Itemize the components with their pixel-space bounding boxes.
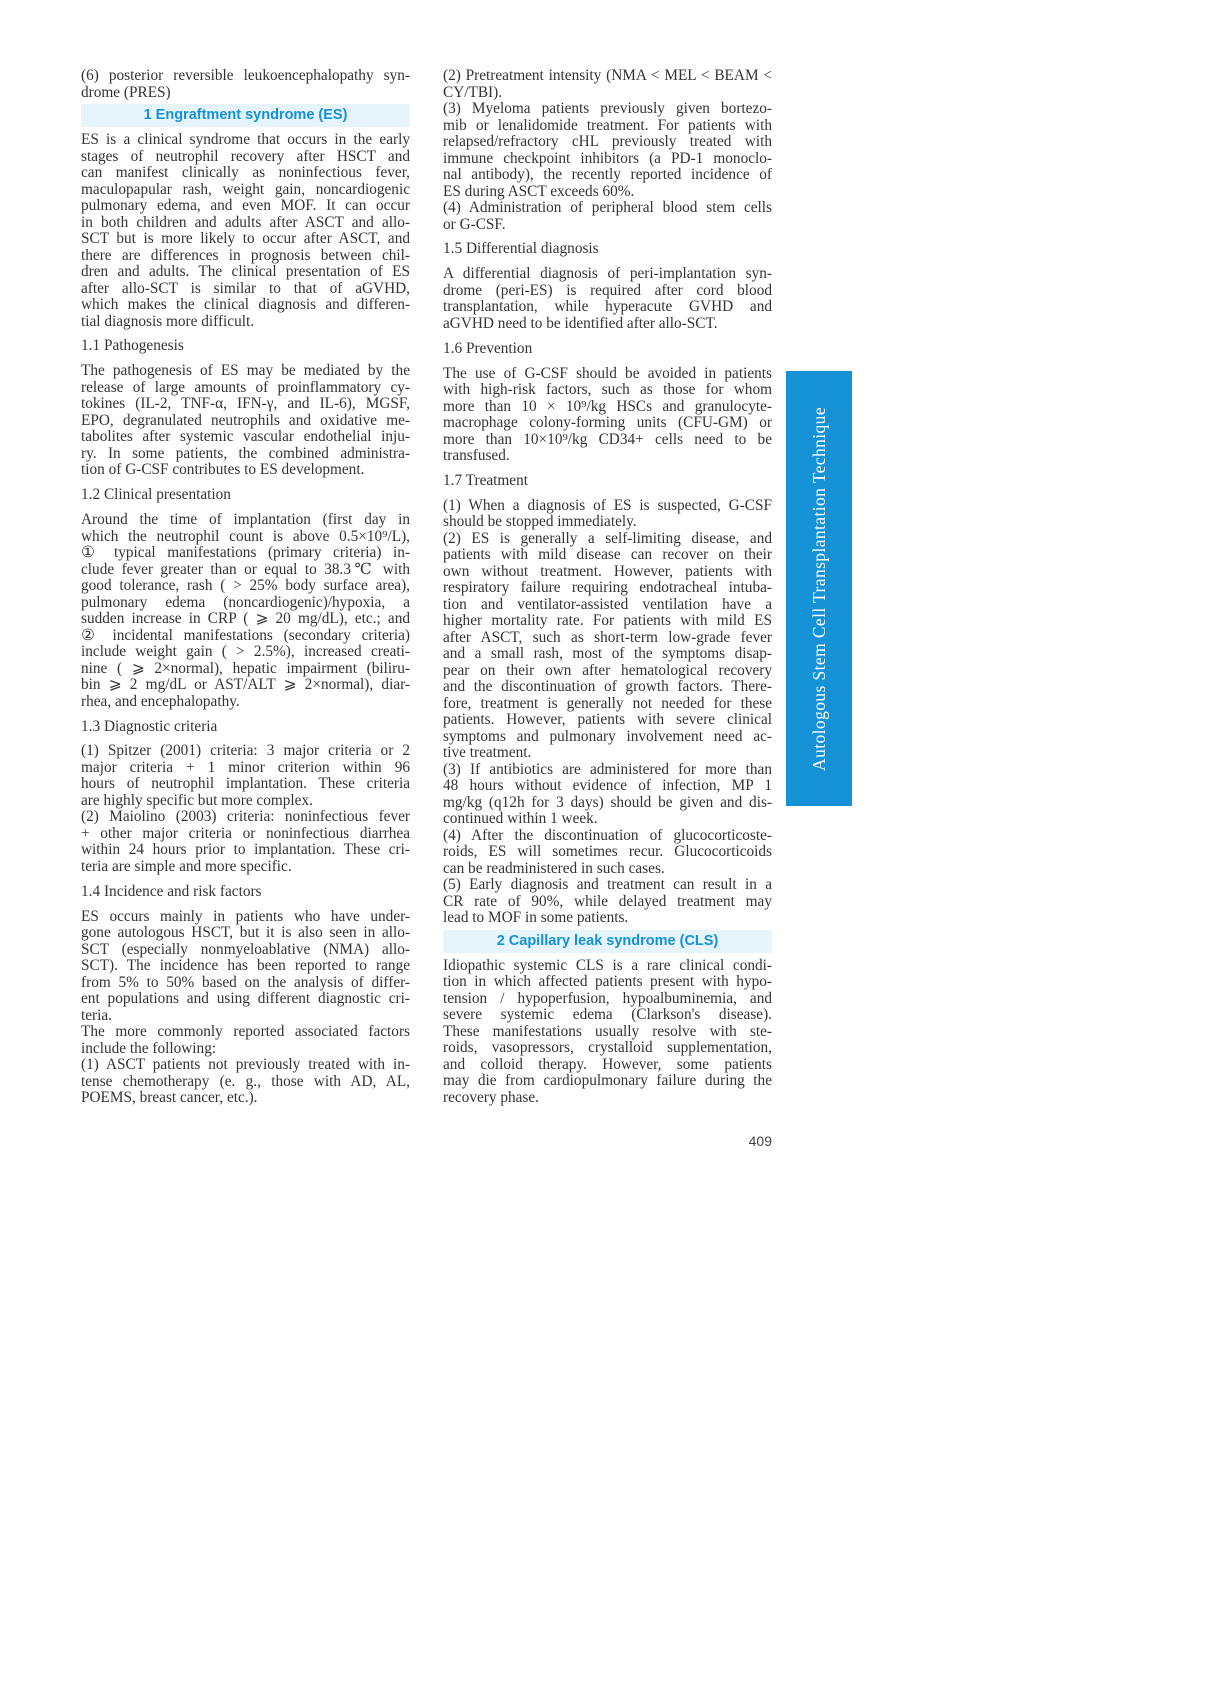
text-line: or G-CSF.: [443, 215, 506, 233]
paragraph: [443, 762, 772, 828]
text-line: EPO, degranulated neutrophils and oxidative me-: [81, 411, 410, 429]
text-line: respiratory failure requiring endotracheal intuba-: [443, 579, 772, 597]
text-line: pulmonary edema (noncardiogenic)/hypoxia, a: [81, 593, 410, 611]
subsection-heading: 1.7 Treatment: [443, 471, 528, 489]
text-line: mib or lenalidomide treatment. For patients with: [443, 116, 772, 134]
paragraph: [81, 809, 410, 875]
paragraph: [81, 1024, 410, 1057]
text-line: ent populations and using different diagnostic cri-: [81, 990, 410, 1008]
text-line: The pathogenesis of ES may be mediated by the: [81, 362, 410, 380]
text-line: gone autologous HSCT, but it is also seen in allo-: [81, 924, 410, 942]
text-line: drome (PRES): [81, 83, 171, 101]
text-line: (4) Administration of peripheral blood stem cells: [443, 199, 772, 216]
text-line: ry. In some patients, the combined administra-: [81, 444, 410, 462]
text-line: (2) Pretreatment intensity (NMA < MEL < BEAM <: [443, 67, 772, 84]
paragraph: [81, 512, 410, 710]
text-line: higher mortality rate. For patients with mild ES: [443, 612, 772, 630]
text-line: ES during ASCT exceeds 60%.: [443, 182, 635, 200]
subsection-heading: 1.5 Differential diagnosis: [443, 240, 599, 258]
paragraph: [443, 498, 772, 531]
text-line: drome (peri-ES) is required after cord blood: [443, 281, 772, 299]
text-line: lead to MOF in some patients.: [443, 909, 629, 927]
text-line: pear on their own after hematological recovery: [443, 661, 772, 679]
text-line: roids, ES will sometimes recur. Glucocorticoids: [443, 843, 772, 861]
paragraph: [443, 266, 772, 332]
text-line: (6) posterior reversible leukoencephalopathy syn-: [81, 67, 410, 84]
text-line: dren and adults. The clinical presentation of ES: [81, 263, 410, 281]
text-line: can be readministered in such cases.: [443, 859, 665, 877]
paragraph: [81, 363, 410, 479]
text-line: transplantation, while hyperacute GVHD and: [443, 298, 772, 316]
text-line: (1) When a diagnosis of ES is suspected, G-CSF: [443, 496, 772, 514]
subsection-heading: 1.6 Prevention: [443, 339, 533, 357]
paragraph: [443, 877, 772, 927]
text-line: immune checkpoint inhibitors (a PD-1 monoclo-: [443, 149, 772, 167]
text-line: tension / hypoperfusion, hypoalbuminemia, and: [443, 989, 772, 1007]
text-line: tokines (IL-2, TNF-α, IFN-γ, and IL-6), MGSF,: [81, 395, 410, 413]
text-line: ES occurs mainly in patients who have under-: [81, 907, 410, 925]
paragraph: [443, 366, 772, 465]
text-line: The use of G-CSF should be avoided in patients: [443, 364, 772, 382]
section-heading: 1 Engraftment syndrome (ES): [81, 104, 410, 127]
text-line: after allo-SCT is similar to that of aGVHD,: [81, 279, 410, 297]
paragraph: [443, 200, 772, 233]
text-line: SCT but is more likely to occur after ASCT, and: [81, 230, 410, 248]
paragraph: [443, 101, 772, 200]
text-line: (5) Early diagnosis and treatment can result in a: [443, 876, 772, 894]
text-line: which the neutrophil count is above 0.5×10⁹/L),: [81, 527, 410, 545]
paragraph: [81, 743, 410, 809]
text-line: macrophage colony-forming units (CFU-GM) or: [443, 414, 772, 432]
text-line: mg/kg (q12h for 3 days) should be given and dis-: [443, 793, 772, 811]
text-line: more than 10 × 10⁹/kg HSCs and granulocyte-: [443, 397, 772, 415]
text-line: aGVHD need to be identified after allo-SCT.: [443, 314, 718, 332]
text-line: tial diagnosis more difficult.: [81, 312, 255, 330]
text-line: which makes the clinical diagnosis and differen-: [81, 296, 410, 314]
paragraph: [81, 68, 410, 101]
text-line: Around the time of implantation (first day in: [81, 511, 410, 529]
text-line: (2) Maiolino (2003) criteria: noninfectious fever: [81, 808, 410, 826]
side-tab-label: Autologous Stem Cell Transplantation Technique: [808, 406, 829, 771]
subsection-heading: 1.4 Incidence and risk factors: [81, 882, 262, 900]
text-line: and colloid therapy. However, some patients: [443, 1055, 772, 1073]
paragraph: [443, 958, 772, 1107]
text-line: stages of neutrophil recovery after HSCT and: [81, 147, 410, 165]
text-line: (2) ES is generally a self-limiting disease, and: [443, 529, 772, 547]
text-line: hours of neutrophil implantation. These criteria: [81, 775, 410, 793]
text-line: tion and ventilator-assisted ventilation have a: [443, 595, 772, 613]
paragraph: [443, 68, 772, 101]
text-line: may die from cardiopulmonary failure during the: [443, 1072, 772, 1090]
text-line: release of large amounts of proinflammatory cy-: [81, 378, 410, 396]
text-line: tabolites after systemic vascular endothelial inju-: [81, 428, 410, 446]
right-column: [443, 68, 772, 1106]
subsection-heading: 1.2 Clinical presentation: [81, 486, 231, 504]
text-line: should be stopped immediately.: [443, 513, 637, 531]
paragraph: [81, 1057, 410, 1107]
subsection-heading: 1.3 Diagnostic criteria: [81, 717, 218, 735]
text-line: (3) Myeloma patients previously given bortezo-: [443, 100, 772, 117]
text-line: The more commonly reported associated factors: [81, 1023, 410, 1041]
text-line: rhea, and encephalopathy.: [81, 692, 240, 710]
text-line: with high-risk factors, such as those for whom: [443, 381, 772, 399]
text-line: patients. However, patients with severe clinical: [443, 711, 772, 729]
text-line: ② incidental manifestations (secondary criteria): [81, 626, 410, 644]
text-line: These manifestations usually resolve with ste-: [443, 1022, 772, 1040]
text-line: major criteria + 1 minor criterion within 96: [81, 758, 410, 776]
text-line: good tolerance, rash ( > 25% body surface area),: [81, 577, 410, 595]
text-line: from 5% to 50% based on the analysis of differ-: [81, 973, 410, 991]
left-column: [81, 68, 410, 1107]
text-line: nal antibody), the recently reported incidence of: [443, 166, 772, 183]
text-line: are highly specific but more complex.: [81, 791, 313, 809]
text-line: tense chemotherapy (e. g., those with AD, AL,: [81, 1072, 410, 1090]
text-line: SCT). The incidence has been reported to range: [81, 957, 410, 975]
text-line: CR rate of 90%, while delayed treatment may: [443, 892, 772, 910]
text-line: 48 hours without evidence of infection, MP 1: [443, 777, 772, 795]
text-line: teria.: [81, 1006, 112, 1024]
page-number: 409: [748, 1133, 772, 1149]
section-heading: 2 Capillary leak syndrome (CLS): [443, 930, 772, 953]
text-line: more than 10×10⁹/kg CD34+ cells need to be: [443, 430, 772, 448]
text-line: ① typical manifestations (primary criteria) in-: [81, 544, 410, 562]
text-line: relapsed/refractory cHL previously treated with: [443, 133, 772, 150]
text-line: CY/TBI).: [443, 83, 503, 101]
text-line: transfused.: [443, 447, 510, 465]
text-line: nine ( ⩾ 2×normal), hepatic impairment (biliru-: [81, 659, 410, 677]
text-line: (1) Spitzer (2001) criteria: 3 major criteria or 2: [81, 742, 410, 760]
text-line: own without treatment. However, patients with: [443, 562, 772, 580]
paragraph: [443, 828, 772, 878]
text-line: include weight gain ( > 2.5%), increased creati-: [81, 643, 410, 661]
paragraph: [81, 132, 410, 330]
text-line: symptoms and pulmonary involvement need ac-: [443, 727, 772, 745]
text-line: fore, treatment is generally not needed for these: [443, 694, 772, 712]
text-line: and a small rash, most of the symptoms disap-: [443, 645, 772, 663]
text-line: maculopapular rash, weight gain, noncardiogenic: [81, 180, 410, 198]
text-line: (1) ASCT patients not previously treated with in-: [81, 1056, 410, 1074]
paragraph: [81, 909, 410, 1025]
text-line: there are differences in prognosis between chil-: [81, 246, 410, 264]
text-line: severe systemic edema (Clarkson's disease).: [443, 1006, 772, 1024]
text-line: clude fever greater than or equal to 38.3℃ with: [81, 560, 410, 578]
text-line: recovery phase.: [443, 1088, 539, 1106]
text-line: after ASCT, such as short-term low-grade fever: [443, 628, 772, 646]
text-line: SCT (especially nonmyeloablative (NMA) allo-: [81, 940, 410, 958]
side-tab: [786, 371, 852, 806]
text-line: can manifest clinically as noninfectious fever,: [81, 164, 410, 182]
text-line: continued within 1 week.: [443, 810, 598, 828]
text-line: Idiopathic systemic CLS is a rare clinical condi-: [443, 956, 772, 974]
text-line: + other major criteria or noninfectious diarrhea: [81, 824, 410, 842]
paragraph: [443, 531, 772, 762]
text-line: (4) After the discontinuation of glucocorticoste-: [443, 826, 772, 844]
text-line: roids, vasopressors, crystalloid supplementation,: [443, 1039, 772, 1057]
text-line: ES is a clinical syndrome that occurs in the early: [81, 131, 410, 149]
text-line: and the discontinuation of growth factors. There-: [443, 678, 772, 696]
text-line: POEMS, breast cancer, etc.).: [81, 1089, 258, 1107]
text-line: tive treatment.: [443, 744, 532, 762]
text-line: teria are simple and more specific.: [81, 857, 292, 875]
text-line: sudden increase in CRP ( ⩾ 20 mg/dL), etc.; and: [81, 610, 410, 628]
text-line: A differential diagnosis of peri-implantation syn-: [443, 265, 772, 283]
text-line: within 24 hours prior to implantation. These cri-: [81, 841, 410, 859]
text-line: tion in which affected patients present with hypo-: [443, 973, 772, 991]
text-line: patients with mild disease can recover on their: [443, 546, 772, 564]
subsection-heading: 1.1 Pathogenesis: [81, 337, 184, 355]
text-line: include the following:: [81, 1039, 217, 1057]
text-line: tion of G-CSF contributes to ES development.: [81, 461, 365, 479]
text-line: pulmonary edema, and even MOF. It can occur: [81, 197, 410, 215]
text-line: (3) If antibiotics are administered for more than: [443, 760, 772, 778]
text-line: bin ⩾ 2 mg/dL or AST/ALT ⩾ 2×normal), diar-: [81, 676, 410, 694]
text-line: in both children and adults after ASCT and allo-: [81, 213, 410, 231]
